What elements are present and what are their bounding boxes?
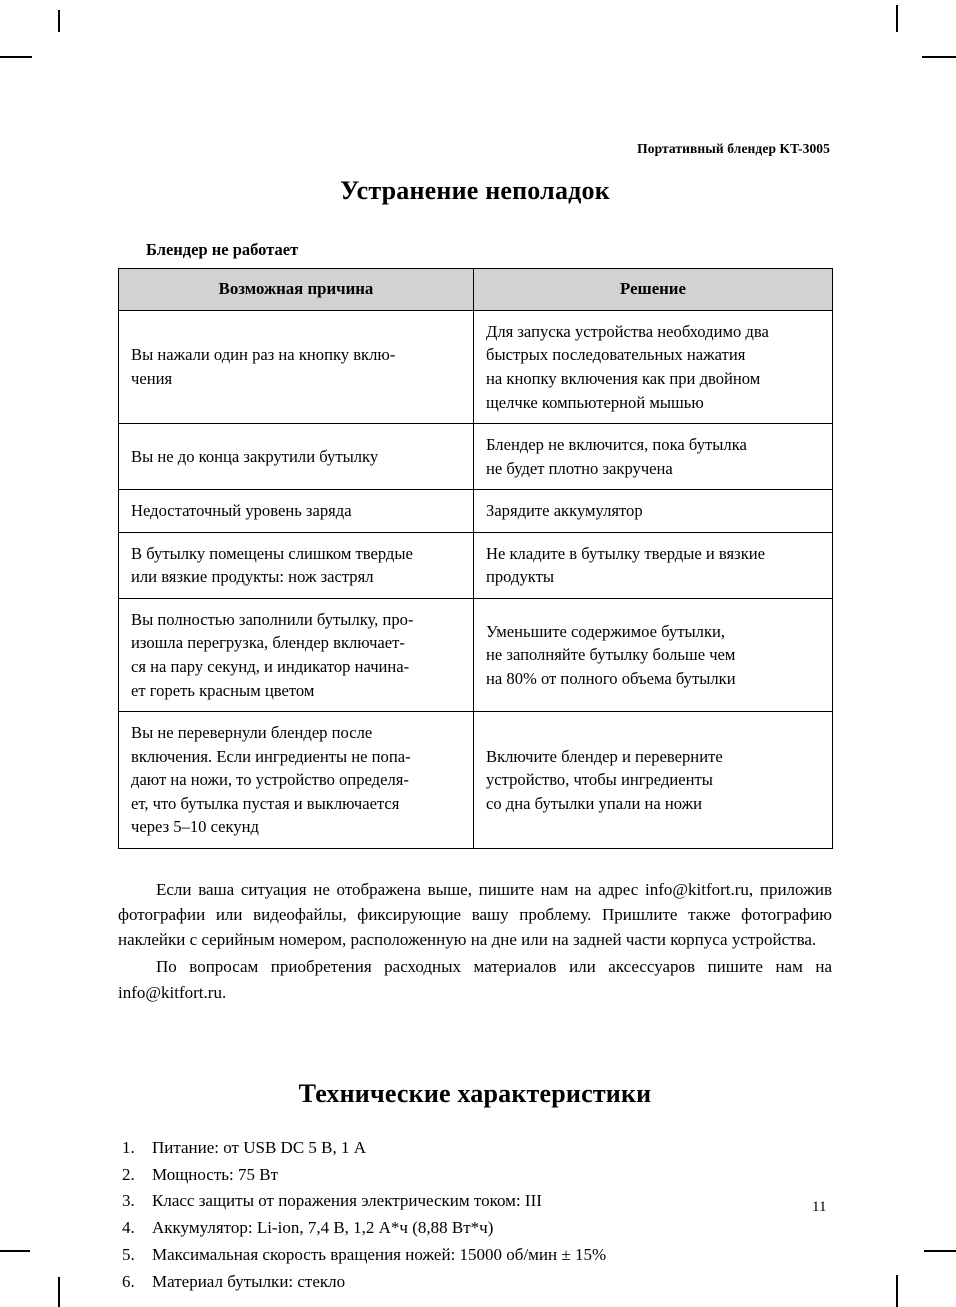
- list-item-label: Мощность: 75 Вт: [152, 1164, 279, 1184]
- cell-text-line: на кнопку включения как при двойном: [486, 368, 761, 388]
- cell-text-line: включения. Если ингредиенты не попа-: [131, 746, 411, 766]
- cell-text-line: щелчке компьютерной мышью: [486, 392, 704, 412]
- cell-text-line: изошла перегрузка, блендер включает-: [131, 633, 405, 653]
- cell-text-line: Уменьшите содержимое бутылки,: [486, 621, 726, 641]
- contact-paragraphs: [118, 877, 832, 1005]
- cell-text-line: Блендер не включится, пока бутылка: [486, 435, 747, 455]
- list-item-label: Класс защиты от поражения электрическим током: III: [152, 1191, 542, 1211]
- cell-text-line: на 80% от полного объема бутылки: [486, 668, 736, 688]
- list-item-number: 2.: [122, 1164, 135, 1184]
- page-number: 11: [812, 1199, 827, 1215]
- list-item: [122, 1188, 832, 1215]
- table-header-row: [119, 269, 833, 311]
- list-item-label: Максимальная скорость вращения ножей: 15000 об/мин ± 15%: [152, 1245, 607, 1265]
- table-row: [119, 424, 833, 490]
- cell-solution: [474, 532, 833, 598]
- crop-mark-top-right-vertical: [896, 5, 898, 32]
- cell-cause: [119, 490, 474, 533]
- page-title: Устранение неполадок: [340, 176, 610, 205]
- cell-text-line: чения: [131, 368, 173, 388]
- cell-text-line: Включите блендер и переверните: [486, 746, 723, 766]
- column-header-solution: Решение: [474, 269, 833, 311]
- cell-text-line: Вы нажали один раз на кнопку вклю-: [131, 345, 396, 365]
- cell-cause: [119, 532, 474, 598]
- crop-mark-top-left-horizontal: [0, 56, 32, 58]
- paragraph-support-contact: Если ваша ситуация не отображена выше, пишите нам на адрес info@kitfort.ru, приложив фотографии или видеофайлы, фиксирующие вашу проблему. Пришлите также фотографию наклейки с серийным номером, расположенную на дне или на задней части корпуса устройства.: [118, 879, 832, 950]
- cell-text-line: Зарядите аккумулятор: [486, 501, 643, 521]
- table-row: [119, 490, 833, 533]
- list-item-number: 5.: [122, 1245, 135, 1265]
- list-item: [122, 1135, 832, 1162]
- cell-text-line: или вязкие продукты: нож застрял: [131, 567, 374, 587]
- cell-text-line: В бутылку помещены слишком твердые: [131, 543, 413, 563]
- column-header-cause: Возможная причина: [119, 269, 474, 311]
- specifications-list: [118, 1135, 832, 1296]
- cell-text-line: Недостаточный уровень заряда: [131, 501, 352, 521]
- cell-solution: [474, 712, 833, 849]
- table-row: [119, 310, 833, 423]
- cell-text-line: устройство, чтобы ингредиенты: [486, 770, 713, 790]
- paragraph-accessories-contact: По вопросам приобретения расходных материалов или аксессуаров пишите нам на info@kitfort.ru.: [118, 957, 832, 1002]
- list-item-label: Аккумулятор: Li-ion, 7,4 В, 1,2 А*ч (8,88 Вт*ч): [152, 1218, 494, 1238]
- troubleshooting-table: [118, 268, 833, 849]
- page-content: [118, 176, 832, 1296]
- cell-text-line: быстрых последовательных нажатия: [486, 345, 746, 365]
- crop-mark-top-left-vertical: [58, 10, 60, 32]
- cell-text-line: ет, что бутылка пустая и выключается: [131, 793, 400, 813]
- cell-cause: [119, 310, 474, 423]
- cell-text-line: продукты: [486, 567, 554, 587]
- list-item: [122, 1162, 832, 1189]
- cell-text-line: через 5–10 секунд: [131, 817, 259, 837]
- list-item-label: Материал бутылки: стекло: [152, 1272, 346, 1292]
- crop-mark-bottom-left-horizontal: [0, 1250, 30, 1252]
- specifications-title: Технические характеристики: [298, 1078, 652, 1108]
- list-item: [122, 1269, 832, 1296]
- table-row: [119, 712, 833, 849]
- cell-text-line: Не кладите в бутылку твердые и вязкие: [486, 543, 766, 563]
- cell-text-line: Вы не перевернули блендер после: [131, 723, 373, 743]
- crop-mark-top-right-horizontal: [922, 56, 956, 58]
- list-item-number: 4.: [122, 1218, 135, 1238]
- cell-text-line: со дна бутылки упали на ножи: [486, 793, 703, 813]
- cell-solution: [474, 424, 833, 490]
- crop-mark-bottom-right-horizontal: [924, 1250, 956, 1252]
- cell-cause: [119, 598, 474, 711]
- list-item-number: 3.: [122, 1191, 135, 1211]
- list-item: [122, 1215, 832, 1242]
- cell-text-line: ся на пару секунд, и индикатор начина-: [131, 657, 410, 677]
- cell-text-line: не будет плотно закручена: [486, 458, 673, 478]
- cell-text-line: дают на ножи, то устройство определя-: [131, 770, 409, 790]
- cell-cause: [119, 424, 474, 490]
- table-row: [119, 598, 833, 711]
- crop-mark-bottom-right-vertical: [896, 1275, 898, 1307]
- cell-cause: [119, 712, 474, 849]
- table-row: [119, 532, 833, 598]
- subsection-heading: Блендер не работает: [146, 240, 299, 259]
- list-item-label: Питание: от USB DC 5 В, 1 А: [152, 1137, 367, 1157]
- cell-solution: [474, 598, 833, 711]
- running-head: Портативный блендер KT-3005: [637, 141, 830, 156]
- cell-text-line: Вы полностью заполнили бутылку, про-: [131, 609, 414, 629]
- cell-solution: [474, 310, 833, 423]
- cell-text-line: Для запуска устройства необходимо два: [486, 321, 769, 341]
- cell-text-line: Вы не до конца закрутили бутылку: [131, 446, 379, 466]
- cell-solution: [474, 490, 833, 533]
- list-item-number: 1.: [122, 1137, 135, 1157]
- list-item-number: 6.: [122, 1272, 135, 1292]
- list-item: [122, 1242, 832, 1269]
- cell-text-line: не заполняйте бутылку больше чем: [486, 645, 736, 665]
- cell-text-line: ет гореть красным цветом: [131, 680, 315, 700]
- crop-mark-bottom-left-vertical: [58, 1277, 60, 1307]
